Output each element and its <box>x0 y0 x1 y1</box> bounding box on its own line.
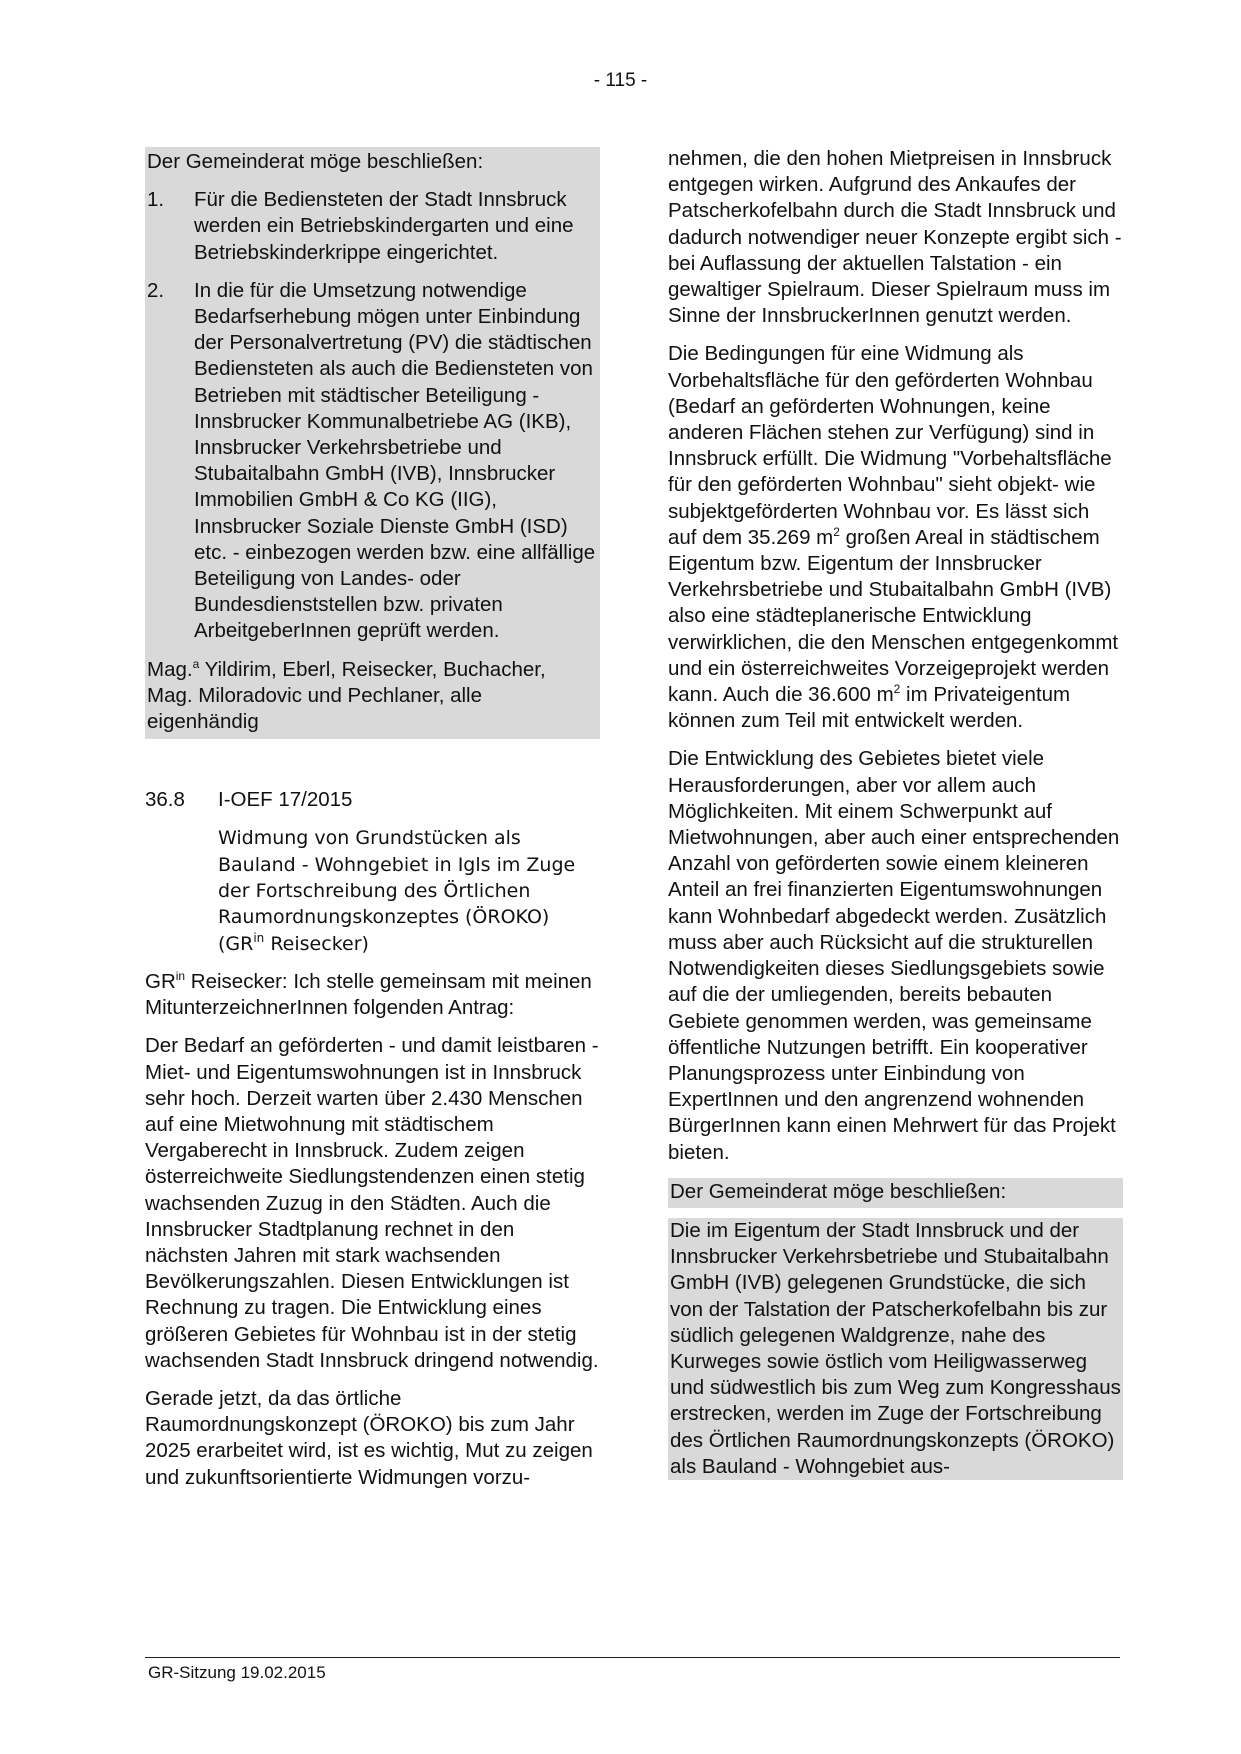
section-title: Widmung von Grundstücken als Bauland - Wohngebiet in Igls im Zuge der Fortschreibung des Örtlichen Raumordnungskonzeptes (ÖROKO) ($GR^{in}$ Reisecker) <box>218 827 576 955</box>
motion-item-text: Für die Bediensteten der Stadt Innsbruck werden ein Betriebskindergarten und eine Betriebskinderkrippe eingerichtet. <box>194 188 574 264</box>
signers: Mag.$^a$ Yildirim, Eberl, Reisecker, Buchacher, Mag. Miloradovic und Pechlaner, alle eigenhändig <box>147 656 546 734</box>
left-column <box>145 147 600 1503</box>
right-column <box>668 146 1123 1490</box>
section-heading <box>145 787 600 813</box>
body-paragraph: Der Bedarf an geförderten - und damit leistbaren - Miet- und Eigentumswohnungen ist in Innsbruck sehr hoch. Derzeit warten über 2.430 Menschen auf eine Mietwohnung mit städtischem Vergaberecht in Innsbruck. Zudem zeigen österreichweite Siedlungstendenzen einen stetig wachsenden Zuzug in den Städten. Auch die Innsbrucker Stadtplanung rechnet in den nächsten Jahren mit stark wachsenden Bevölkerungszahlen. Diesen Entwicklungen ist Rechnung zu tragen. Die Entwicklung eines größeren Gebietes für Wohnbau ist in der stetig wachsenden Stadt Innsbruck dringend notwendig. <box>145 1034 599 1372</box>
motion-item <box>147 187 600 266</box>
body-paragraph: Gerade jetzt, da das örtliche Raumordnungskonzept (ÖROKO) bis zum Jahr 2025 erarbeitet wird, ist es wichtig, Mut zu zeigen und zukunftsorientierte Widmungen vorzu- <box>145 1387 593 1489</box>
motion-box-kindergarten <box>145 147 600 739</box>
motion-item-number: 2. <box>147 278 165 302</box>
body-paragraph: nehmen, die den hohen Mietpreisen in Innsbruck entgegen wirken. Aufgrund des Ankaufes der Patscherkofelbahn durch die Stadt Innsbruck und dadurch notwendiger neuer Konzepte ergibt sich - bei Auflassung der aktuellen Talstation - ein gewaltiger Spielraum. Dieser Spielraum muss im Sinne der InnsbruckerInnen genutzt werden. <box>668 147 1122 328</box>
footer-rule <box>145 1657 1120 1658</box>
speaker-intro: $GR^{in}$ Reisecker: Ich stelle gemeinsam mit meinen MitunterzeichnerInnen folgenden Antrag: <box>145 968 592 1020</box>
section-number: 36.8 <box>145 788 185 812</box>
motion-item-number: 1. <box>147 188 165 212</box>
body-paragraph: Die Entwicklung des Gebietes bietet viele Herausforderungen, aber vor allem auch Möglichkeiten. Mit einem Schwerpunkt auf Mietwohnungen, aber auch einer entsprechenden Anzahl von geförderten sowie einem kleineren Anteil an frei finanzierten Eigentumswohnungen kann Wohnbedarf abgedeckt werden. Zusätzlich muss aber auch Rücksicht auf die strukturellen Notwendigkeiten dieses Siedlungsgebiets sowie auf die der umliegenden, bereits bebauten Gebiete genommen werden, was gemeinsame öffentliche Nutzungen betrifft. Ein kooperativer Planungsprozess unter Einbindung von ExpertInnen und den angrenzend wohnenden BürgerInnen kann einen Mehrwert für das Projekt bieten. <box>668 747 1120 1164</box>
body-paragraph: Die Bedingungen für eine Widmung als Vorbehaltsfläche für den geförderten Wohnbau (Bedarf an geförderten Wohnungen, keine anderen Flächen stehen zur Verfügung) sind in Innsbruck erfüllt. Die Widmung "Vorbehaltsfläche für den geförderten Wohnbau" sieht objekt- wie subjektgeförderten Wohnbau vor. Es lässt sich auf dem 35.269 $m^2$ großen Areal in städtischem Eigentum bzw. Eigentum der Innsbrucker Verkehrsbetriebe und Stubaitalbahn GmbH (IVB) also eine städteplanerische Entwicklung verwirklichen, die den Menschen entgegenkommt und ein österreichweites Vorzeigeprojekt werden kann. Auch die 36.600 $m^2$ im Privateigentum können zum Teil mit entwickelt werden. <box>668 342 1119 733</box>
motion-intro: Der Gemeinderat möge beschließen: <box>147 150 484 173</box>
page-number: - 115 - <box>593 70 648 91</box>
motion-item <box>147 278 600 645</box>
footer-session-date: GR-Sitzung 19.02.2015 <box>148 1663 326 1682</box>
motion-text-box: Die im Eigentum der Stadt Innsbruck und der Innsbrucker Verkehrsbetriebe und Stubaitalbahn GmbH (IVB) gelegenen Grundstücke, die sich von der Talstation der Patscherkofelbahn bis zur südlich gelegenen Waldgrenze, nahe des Kurweges sowie östlich vom Heiligwasserweg und südwestlich bis zum Weg zum Kongresshaus erstrecken, werden im Zuge der Fortschreibung des Örtlichen Raumordnungskonzepts (ÖROKO) als Bauland - Wohngebiet aus- <box>668 1218 1123 1480</box>
motion-item-text: In die für die Umsetzung notwendige Bedarfserhebung mögen unter Einbindung der Personalvertretung (PV) die städtischen Bediensteten als auch die Bediensteten von Betrieben mit städtischer Beteiligung - Innsbrucker Kommunalbetriebe AG (IKB), Innsbrucker Verkehrsbetriebe und Stubaitalbahn GmbH (IVB), Innsbrucker Immobilien GmbH & Co KG (IIG), Innsbrucker Soziale Dienste GmbH (ISD) etc. - einbezogen werden bzw. eine allfällige Beteiligung von Landes- oder Bundesdienststellen bzw. privaten ArbeitgeberInnen geprüft werden. <box>194 278 596 643</box>
motion-intro-box: Der Gemeinderat möge beschließen: <box>668 1178 1123 1208</box>
section-reference: I-OEF 17/2015 <box>218 788 353 812</box>
